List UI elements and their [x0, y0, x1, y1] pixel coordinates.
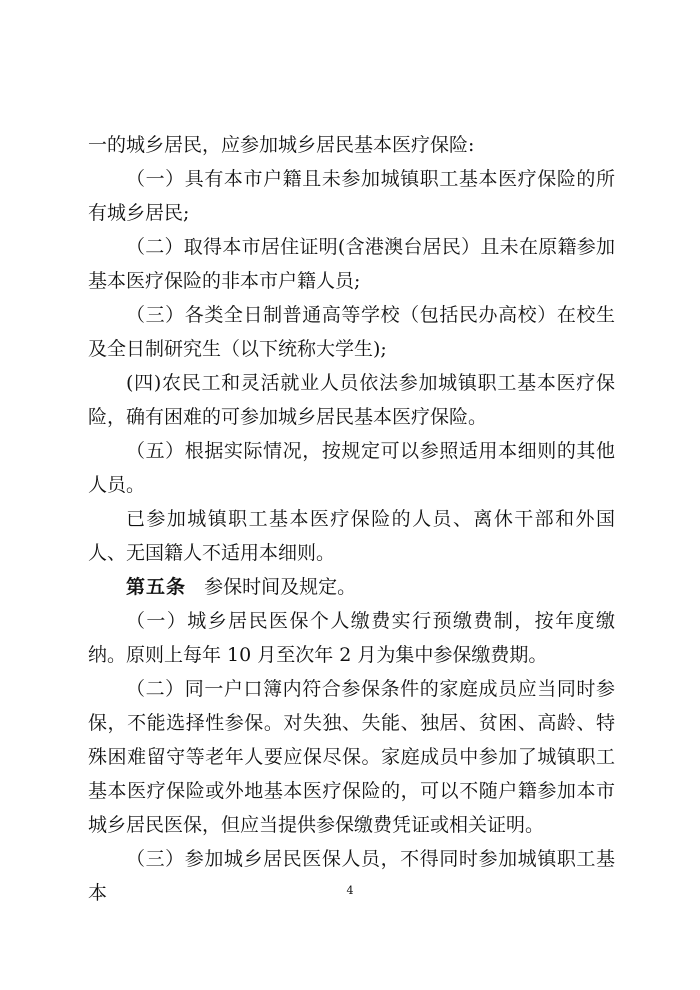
paragraph: （二）同一户口簿内符合参保条件的家庭成员应当同时参保，不能选择性参保。对失独、失能、独居、贫困、高龄、特殊困难留守等老年人要应保尽保。家庭成员中参加了城镇职工基本医疗保险或外地基本医疗保险的，可以不随户籍参加本市城乡居民医保，但应当提供参保缴费凭证或相关证明。	[88, 678, 615, 836]
paragraph: （一）具有本市户籍且未参加城镇职工基本医疗保险的所有城乡居民;	[88, 168, 615, 224]
paragraph: （三）参加城乡居民医保人员，不得同时参加城镇职工基本	[88, 848, 615, 904]
article-title: 参保时间及规定。	[204, 576, 357, 598]
paragraph: （一）城乡居民医保个人缴费实行预缴费制，按年度缴纳。原则上每年 10 月至次年 2 月为集中参保缴费期。	[88, 610, 615, 666]
page-number: 4	[346, 884, 354, 897]
paragraph: 已参加城镇职工基本医疗保险的人员、离休干部和外国人、无国籍人不适用本细则。	[88, 508, 615, 564]
paragraph: （二）取得本市居住证明(含港澳台居民）且未在原籍参加基本医疗保险的非本市户籍人员;	[88, 236, 615, 292]
paragraph: （五）根据实际情况，按规定可以参照适用本细则的其他人员。	[88, 440, 615, 496]
paragraph: （三）各类全日制普通高等学校（包括民办高校）在校生及全日制研究生（以下统称大学生);	[88, 304, 615, 360]
paragraph: 一的城乡居民，应参加城乡居民基本医疗保险:	[88, 134, 475, 156]
article-number: 第五条	[126, 576, 187, 598]
body-text	[88, 128, 615, 910]
paragraph: (四)农民工和灵活就业人员依法参加城镇职工基本医疗保险，确有困难的可参加城乡居民基本医疗保险。	[88, 372, 615, 428]
article-heading	[88, 570, 615, 604]
